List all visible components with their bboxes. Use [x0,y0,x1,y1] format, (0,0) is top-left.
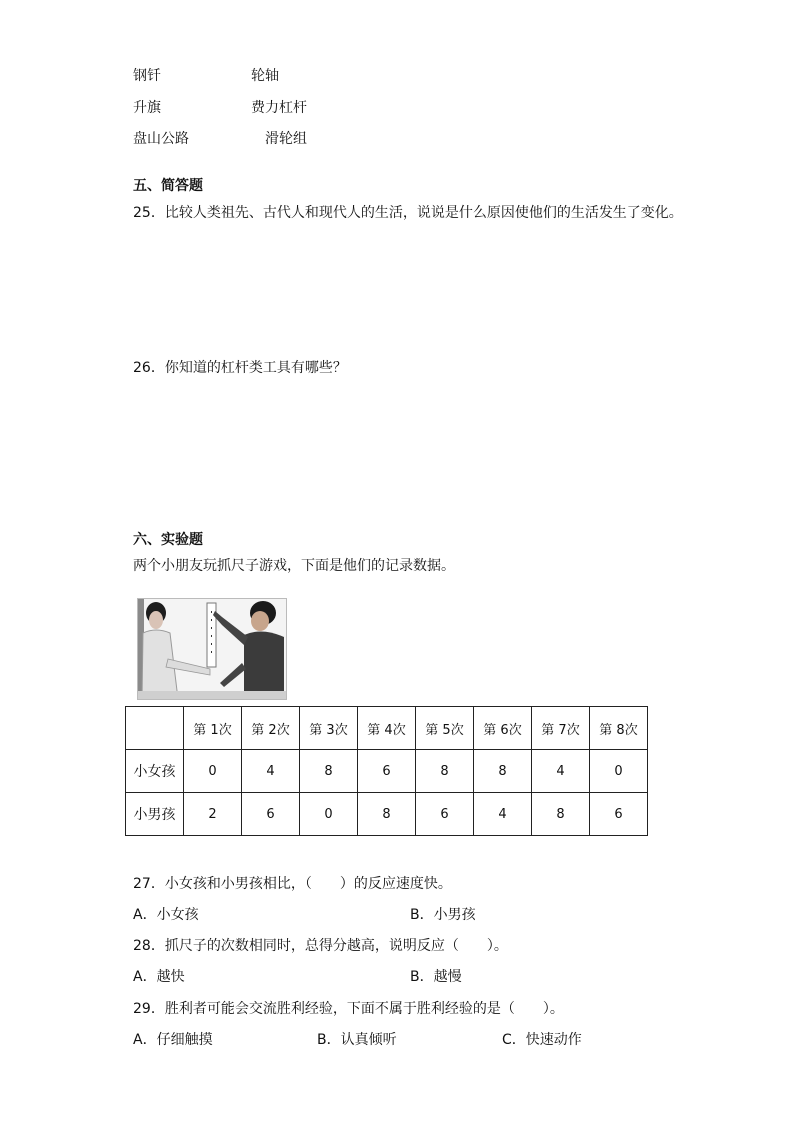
experiment-intro: 两个小朋友玩抓尺子游戏，下面是他们的记录数据。 [133,558,455,574]
table-cell: 8 [474,750,532,793]
table-cell: 6 [590,793,648,836]
ruler-game-illustration [138,599,286,699]
table-header-cell: 第 7次 [532,707,590,750]
table-header-cell: 第 2次 [242,707,300,750]
question-25: 25．比较人类祖先、古代人和现代人的生活，说说是什么原因使他们的生活发生了变化。 [133,205,683,221]
table-cell: 8 [416,750,474,793]
table-cell: 0 [590,750,648,793]
table-header-row [126,707,648,750]
table-cell: 4 [242,750,300,793]
table-cell: 2 [184,793,242,836]
ruler-game-photo [137,598,287,700]
table-cell: 8 [532,793,590,836]
table-cell: 4 [532,750,590,793]
table-cell: 6 [416,793,474,836]
section-6-title: 六、实验题 [133,532,203,548]
table-header-cell [126,707,184,750]
table-cell: 4 [474,793,532,836]
question-26: 26．你知道的杠杆类工具有哪些？ [133,360,347,376]
q28-option-a[interactable]: A．越快 [133,969,185,985]
q28-option-b[interactable]: B．越慢 [410,969,462,985]
table-header-cell: 第 6次 [474,707,532,750]
table-header-cell: 第 5次 [416,707,474,750]
table-cell: 6 [242,793,300,836]
question-28: 28．抓尺子的次数相同时，总得分越高，说明反应（ ）。 [133,938,508,954]
match-right-1: 轮轴 [251,68,279,84]
q29-option-a[interactable]: A．仔细触摸 [133,1032,213,1048]
table-cell: 8 [300,750,358,793]
table-row-boy [126,793,648,836]
q27-option-b[interactable]: B．小男孩 [410,907,476,923]
table-header-cell: 第 4次 [358,707,416,750]
table-row-girl [126,750,648,793]
q27-option-a[interactable]: A．小女孩 [133,907,199,923]
table-row-label: 小女孩 [126,750,184,793]
table-row-label: 小男孩 [126,793,184,836]
match-left-2: 升旗 [133,100,161,116]
q29-option-c[interactable]: C．快速动作 [502,1032,582,1048]
match-right-3: 滑轮组 [265,131,307,147]
table-header-cell: 第 3次 [300,707,358,750]
question-27: 27．小女孩和小男孩相比，（ ）的反应速度快。 [133,876,452,892]
table-header-cell: 第 8次 [590,707,648,750]
table-cell: 0 [300,793,358,836]
match-left-1: 钢钎 [133,68,161,84]
reaction-record-table [125,706,648,836]
question-29: 29．胜利者可能会交流胜利经验，下面不属于胜利经验的是（ ）。 [133,1001,564,1017]
match-right-2: 费力杠杆 [251,100,307,116]
section-5-title: 五、简答题 [133,178,203,194]
table-cell: 6 [358,750,416,793]
table-header-cell: 第 1次 [184,707,242,750]
table-cell: 8 [358,793,416,836]
match-left-3: 盘山公路 [133,131,189,147]
table-cell: 0 [184,750,242,793]
q29-option-b[interactable]: B．认真倾听 [317,1032,397,1048]
